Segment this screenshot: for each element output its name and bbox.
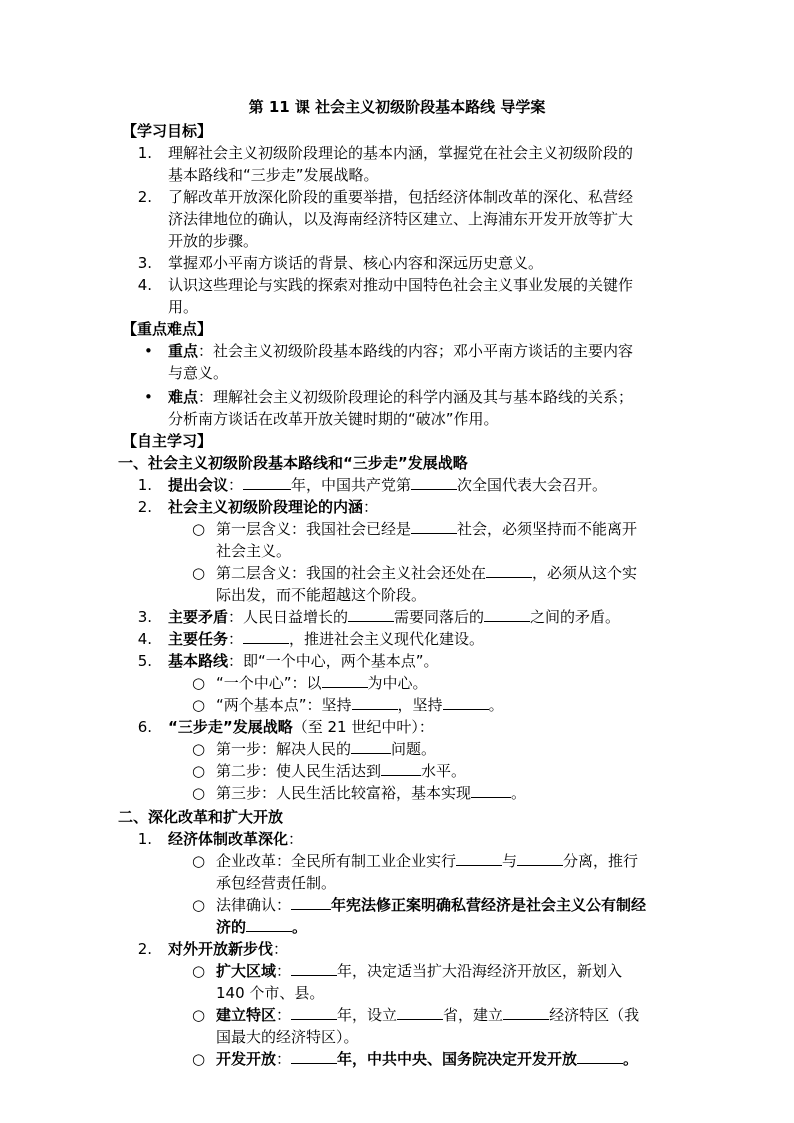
circle-bullet-icon: ○ <box>192 1050 206 1068</box>
circle-bullet-icon: ○ <box>192 762 206 780</box>
list-text: 主要任务： ，推进社会主义现代化建设。 <box>168 630 485 648</box>
list-text: 承包经营责任制。 <box>216 874 337 892</box>
fill-blank[interactable] <box>381 761 421 776</box>
fill-blank[interactable] <box>471 783 511 798</box>
fill-blank[interactable] <box>291 895 331 910</box>
part-2-heading: 二、深化改革和扩大开放 <box>118 808 284 826</box>
circle-bullet-icon: ○ <box>192 784 206 802</box>
fill-blank[interactable] <box>291 1005 337 1020</box>
list-text: 济法律地位的确认，以及海南经济特区建立、上海浦东开发开放等扩大 <box>168 210 634 228</box>
list-number: 1. <box>137 144 152 162</box>
list-text: 了解改革开放深化阶段的重要举措，包括经济体制改革的深化、私营经 <box>168 188 634 206</box>
list-text: 与意义。 <box>168 364 229 382</box>
fill-blank[interactable] <box>443 695 489 710</box>
fill-blank[interactable] <box>503 1005 549 1020</box>
list-text: 提出会议： 年，中国共产党第 次全国代表大会召开。 <box>168 476 608 494</box>
fill-blank[interactable] <box>397 1005 443 1020</box>
fill-blank[interactable] <box>246 917 292 932</box>
fill-blank[interactable] <box>517 851 563 866</box>
circle-bullet-icon: ○ <box>192 852 206 870</box>
fill-blank[interactable] <box>411 475 457 490</box>
list-text: 第二步：使人民生活达到 水平。 <box>216 762 467 780</box>
list-text: “两个基本点”：坚持 ，坚持 。 <box>216 696 504 714</box>
list-number: 4. <box>137 630 152 648</box>
list-text: 开发开放： 年，中共中央、国务院决定开发开放 。 <box>216 1050 639 1068</box>
list-text: 法律确认： 年宪法修正案明确私营经济是社会主义公有制经 <box>216 896 647 914</box>
page-title: 第 11 课 社会主义初级阶段基本路线 导学案 <box>248 98 546 116</box>
bullet-icon: • <box>144 342 153 360</box>
section-heading-goals: 【学习目标】 <box>122 122 213 140</box>
fill-blank[interactable] <box>484 607 530 622</box>
circle-bullet-icon: ○ <box>192 564 206 582</box>
list-text: 际出发，而不能超越这个阶段。 <box>216 586 427 604</box>
list-text: 140 个市、县。 <box>216 984 325 1002</box>
list-text: 掌握邓小平南方谈话的背景、核心内容和深远历史意义。 <box>168 254 544 272</box>
fill-blank[interactable] <box>456 851 502 866</box>
list-text: 基本路线和“三步走”发展战略。 <box>168 166 379 184</box>
circle-bullet-icon: ○ <box>192 740 206 758</box>
fill-blank[interactable] <box>243 629 289 644</box>
list-text: 认识这些理论与实践的探索对推动中国特色社会主义事业发展的关键作 <box>168 276 634 294</box>
list-text: 济的 。 <box>216 918 308 936</box>
list-number: 1. <box>137 830 152 848</box>
fill-blank[interactable] <box>291 961 337 976</box>
list-text: 用。 <box>168 298 199 316</box>
circle-bullet-icon: ○ <box>192 962 206 980</box>
list-text: 第一层含义：我国社会已经是 社会，必须坚持而不能离开 <box>216 520 638 538</box>
fill-blank[interactable] <box>486 563 532 578</box>
list-text: “三步走”发展战略（至 21 世纪中叶）： <box>168 718 434 736</box>
list-text: 理解社会主义初级阶段理论的基本内涵，掌握党在社会主义初级阶段的 <box>168 144 634 162</box>
fill-blank[interactable] <box>243 475 291 490</box>
part-1-heading: 一、社会主义初级阶段基本路线和“三步走”发展战略 <box>118 454 468 472</box>
circle-bullet-icon: ○ <box>192 520 206 538</box>
list-number: 5. <box>137 652 152 670</box>
list-text: 对外开放新步伐： <box>168 940 289 958</box>
list-text: 重点：社会主义初级阶段基本路线的内容；邓小平南方谈话的主要内容 <box>168 342 634 360</box>
list-text: 社会主义初级阶段理论的内涵： <box>168 498 379 516</box>
list-text: 经济体制改革深化： <box>168 830 304 848</box>
list-text: 主要矛盾：人民日益增长的 需要同落后的 之间的矛盾。 <box>168 608 621 626</box>
fill-blank[interactable] <box>577 1049 623 1064</box>
list-text: 分析南方谈话在改革开放关键时期的“破冰”作用。 <box>168 410 499 428</box>
list-number: 2. <box>137 940 152 958</box>
fill-blank[interactable] <box>291 1049 337 1064</box>
list-text: 建立特区： 年，设立 省，建立 经济特区（我 <box>216 1006 640 1024</box>
list-text: 社会主义。 <box>216 542 292 560</box>
fill-blank[interactable] <box>352 695 398 710</box>
circle-bullet-icon: ○ <box>192 696 206 714</box>
list-number: 6. <box>137 718 152 736</box>
circle-bullet-icon: ○ <box>192 674 206 692</box>
list-text: 第二层含义：我国的社会主义社会还处在 ，必须从这个实 <box>216 564 638 582</box>
list-text: 扩大区域： 年，决定适当扩大沿海经济开放区，新划入 <box>216 962 623 980</box>
list-text: “一个中心”：以 为中心。 <box>216 674 428 692</box>
section-heading-self-study: 【自主学习】 <box>122 432 213 450</box>
list-text: 第一步：解决人民的 问题。 <box>216 740 437 758</box>
list-text: 国最大的经济特区）。 <box>216 1028 359 1046</box>
list-number: 3. <box>137 608 152 626</box>
list-number: 3. <box>137 254 152 272</box>
circle-bullet-icon: ○ <box>192 1006 206 1024</box>
list-text: 企业改革：全民所有制工业企业实行 与 分离，推行 <box>216 852 639 870</box>
fill-blank[interactable] <box>322 673 368 688</box>
fill-blank[interactable] <box>351 739 391 754</box>
bullet-icon: • <box>144 388 153 406</box>
fill-blank[interactable] <box>348 607 394 622</box>
list-number: 2. <box>137 188 152 206</box>
section-heading-key: 【重点难点】 <box>122 320 213 338</box>
fill-blank[interactable] <box>411 519 457 534</box>
list-number: 2. <box>137 498 152 516</box>
list-text: 开放的步骤。 <box>168 232 259 250</box>
list-number: 1. <box>137 476 152 494</box>
list-text: 第三步：人民生活比较富裕，基本实现 。 <box>216 784 527 802</box>
list-text: 基本路线：即“一个中心，两个基本点”。 <box>168 652 439 670</box>
circle-bullet-icon: ○ <box>192 896 206 914</box>
list-number: 4. <box>137 276 152 294</box>
list-text: 难点：理解社会主义初级阶段理论的科学内涵及其与基本路线的关系； <box>168 388 634 406</box>
